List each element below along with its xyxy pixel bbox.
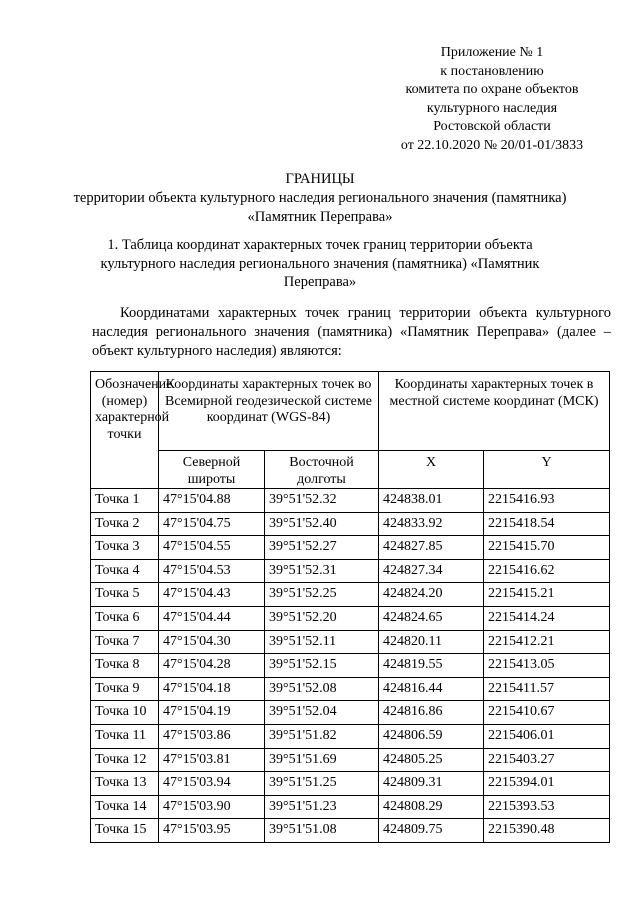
x-coordinate-cell: 424833.92 <box>379 512 484 536</box>
header-wgs84: Координаты характерных точек во Всемирной геодезической системе координат (WGS-84) <box>159 372 379 451</box>
point-name-cell: Точка 4 <box>91 559 159 583</box>
longitude-cell: 39°51'52.11 <box>265 630 379 654</box>
x-coordinate-cell: 424820.11 <box>379 630 484 654</box>
y-coordinate-cell: 2215418.54 <box>484 512 610 536</box>
y-coordinate-cell: 2215414.24 <box>484 606 610 630</box>
x-coordinate-cell: 424809.31 <box>379 772 484 796</box>
x-coordinate-cell: 424824.65 <box>379 606 484 630</box>
appendix-line: культурного наследия <box>426 100 558 116</box>
appendix-line: комитета по охране объектов <box>405 82 579 98</box>
table-row <box>91 489 610 513</box>
appendix-line: к постановлению <box>440 63 544 79</box>
point-name-cell: Точка 6 <box>91 606 159 630</box>
table-row <box>91 606 610 630</box>
table-row <box>91 536 610 560</box>
point-name-cell: Точка 7 <box>91 630 159 654</box>
y-coordinate-cell: 2215411.57 <box>484 677 610 701</box>
appendix-line: Приложение № 1 <box>440 45 544 60</box>
x-coordinate-cell: 424816.44 <box>379 677 484 701</box>
appendix-block <box>392 44 592 156</box>
table-body <box>91 489 610 843</box>
y-coordinate-cell: 2215403.27 <box>484 748 610 772</box>
point-name-cell: Точка 1 <box>91 489 159 513</box>
latitude-cell: 47°15'03.86 <box>159 724 265 748</box>
appendix-line: Ростовской области <box>433 119 551 135</box>
longitude-cell: 39°51'51.25 <box>265 772 379 796</box>
point-name-cell: Точка 2 <box>91 512 159 536</box>
longitude-cell: 39°51'51.82 <box>265 724 379 748</box>
y-coordinate-cell: 2215410.67 <box>484 701 610 725</box>
latitude-cell: 47°15'03.94 <box>159 772 265 796</box>
longitude-cell: 39°51'51.08 <box>265 819 379 843</box>
document-heading <box>60 170 580 227</box>
latitude-cell: 47°15'04.18 <box>159 677 265 701</box>
latitude-cell: 47°15'04.53 <box>159 559 265 583</box>
x-coordinate-cell: 424806.59 <box>379 724 484 748</box>
table-caption: 1. Таблица координат характерных точек границ территории объекта культурного наследия регионального значения (памятника) «Памятник Переправа» <box>100 237 540 290</box>
longitude-cell: 39°51'51.69 <box>265 748 379 772</box>
point-name-cell: Точка 14 <box>91 795 159 819</box>
heading-title: ГРАНИЦЫ <box>285 171 355 187</box>
table-row <box>91 512 610 536</box>
point-name-cell: Точка 12 <box>91 748 159 772</box>
header-point-designation: Обозначение (номер) характерной точки <box>91 372 159 489</box>
latitude-cell: 47°15'04.88 <box>159 489 265 513</box>
longitude-cell: 39°51'52.15 <box>265 654 379 678</box>
x-coordinate-cell: 424816.86 <box>379 701 484 725</box>
longitude-cell: 39°51'52.25 <box>265 583 379 607</box>
coordinates-table <box>90 371 610 843</box>
table-row <box>91 630 610 654</box>
point-name-cell: Точка 9 <box>91 677 159 701</box>
longitude-cell: 39°51'52.40 <box>265 512 379 536</box>
y-coordinate-cell: 2215415.70 <box>484 536 610 560</box>
latitude-cell: 47°15'03.81 <box>159 748 265 772</box>
latitude-cell: 47°15'04.19 <box>159 701 265 725</box>
latitude-cell: 47°15'03.90 <box>159 795 265 819</box>
table-row <box>91 772 610 796</box>
header-longitude: Восточной долготы <box>265 451 379 489</box>
longitude-cell: 39°51'52.31 <box>265 559 379 583</box>
header-y: Y <box>484 451 610 489</box>
longitude-cell: 39°51'51.23 <box>265 795 379 819</box>
x-coordinate-cell: 424819.55 <box>379 654 484 678</box>
table-row <box>91 701 610 725</box>
y-coordinate-cell: 2215416.93 <box>484 489 610 513</box>
y-coordinate-cell: 2215415.21 <box>484 583 610 607</box>
table-row <box>91 677 610 701</box>
point-name-cell: Точка 10 <box>91 701 159 725</box>
longitude-cell: 39°51'52.20 <box>265 606 379 630</box>
latitude-cell: 47°15'04.28 <box>159 654 265 678</box>
x-coordinate-cell: 424808.29 <box>379 795 484 819</box>
y-coordinate-cell: 2215412.21 <box>484 630 610 654</box>
x-coordinate-cell: 424827.85 <box>379 536 484 560</box>
y-coordinate-cell: 2215416.62 <box>484 559 610 583</box>
point-name-cell: Точка 13 <box>91 772 159 796</box>
y-coordinate-cell: 2215413.05 <box>484 654 610 678</box>
point-name-cell: Точка 11 <box>91 724 159 748</box>
latitude-cell: 47°15'03.95 <box>159 819 265 843</box>
header-msk: Координаты характерных точек в местной системе координат (МСК) <box>379 372 610 451</box>
longitude-cell: 39°51'52.32 <box>265 489 379 513</box>
latitude-cell: 47°15'04.30 <box>159 630 265 654</box>
intro-paragraph: Координатами характерных точек границ территории объекта культурного наследия регионального значения (памятника) «Памятник Переправа» (далее – объект культурного наследия) являются: <box>92 305 611 359</box>
latitude-cell: 47°15'04.75 <box>159 512 265 536</box>
y-coordinate-cell: 2215406.01 <box>484 724 610 748</box>
y-coordinate-cell: 2215394.01 <box>484 772 610 796</box>
appendix-line: от 22.10.2020 № 20/01-01/3833 <box>400 137 584 153</box>
table-row <box>91 819 610 843</box>
point-name-cell: Точка 5 <box>91 583 159 607</box>
latitude-cell: 47°15'04.55 <box>159 536 265 560</box>
table-row <box>91 583 610 607</box>
x-coordinate-cell: 424838.01 <box>379 489 484 513</box>
y-coordinate-cell: 2215393.53 <box>484 795 610 819</box>
heading-line-2: «Памятник Переправа» <box>247 209 393 225</box>
point-name-cell: Точка 15 <box>91 819 159 843</box>
x-coordinate-cell: 424824.20 <box>379 583 484 607</box>
heading-line-1: территории объекта культурного наследия регионального значения (памятника) <box>73 190 567 206</box>
y-coordinate-cell: 2215390.48 <box>484 819 610 843</box>
longitude-cell: 39°51'52.04 <box>265 701 379 725</box>
longitude-cell: 39°51'52.08 <box>265 677 379 701</box>
latitude-cell: 47°15'04.44 <box>159 606 265 630</box>
table-row <box>91 795 610 819</box>
point-name-cell: Точка 8 <box>91 654 159 678</box>
x-coordinate-cell: 424805.25 <box>379 748 484 772</box>
table-row <box>91 559 610 583</box>
longitude-cell: 39°51'52.27 <box>265 536 379 560</box>
table-row <box>91 724 610 748</box>
latitude-cell: 47°15'04.43 <box>159 583 265 607</box>
x-coordinate-cell: 424827.34 <box>379 559 484 583</box>
x-coordinate-cell: 424809.75 <box>379 819 484 843</box>
point-name-cell: Точка 3 <box>91 536 159 560</box>
header-x: X <box>379 451 484 489</box>
table-row <box>91 654 610 678</box>
header-latitude: Северной широты <box>159 451 265 489</box>
table-row <box>91 748 610 772</box>
